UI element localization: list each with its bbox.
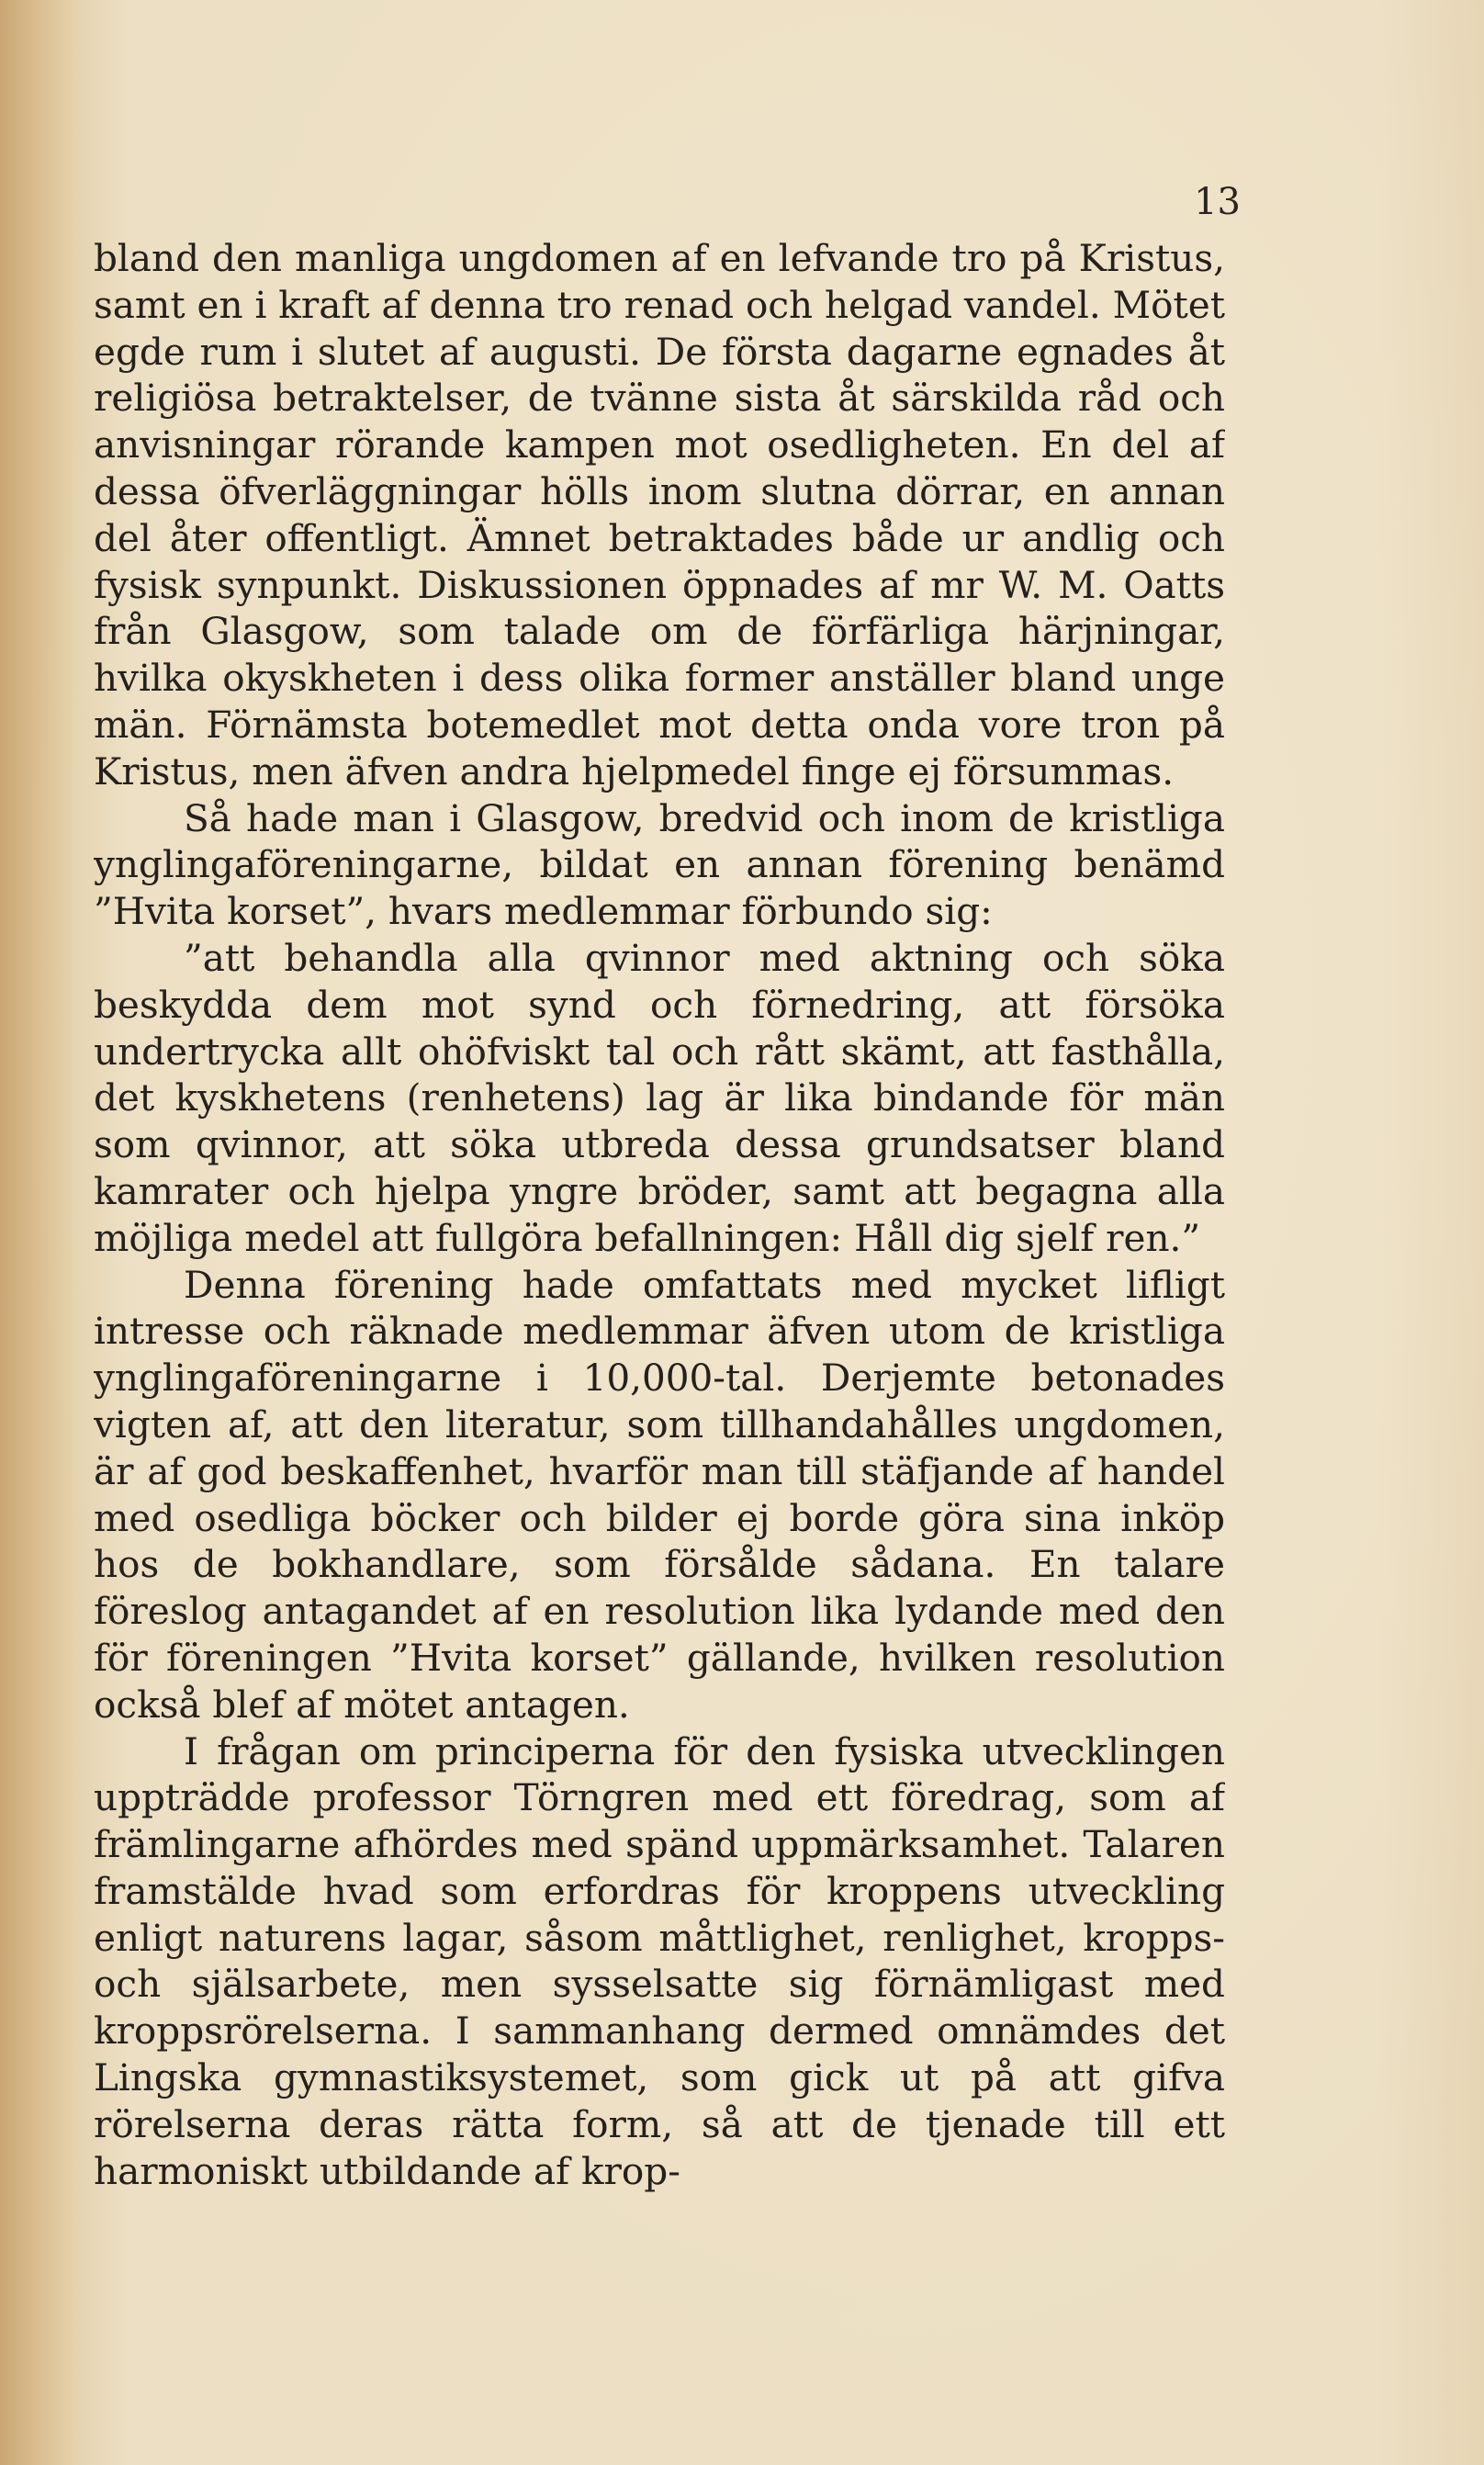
paragraph-fysiska-utvecklingen: I frågan om principerna för den fysiska utvecklingen uppträdde professor Törngren med ett föredrag, som af främlingarne afhördes med spänd uppmärksamhet. Talaren framstälde hvad som erfordras för kroppens utveckling enligt naturens lagar, såsom måttlighet, renlighet, kropps- och själsarbete, men sysselsatte sig förnämligast med kroppsrörelserna. I sammanhang dermed omnämdes det Lingska gymnastiksystemet, som gick ut på att gifva rörelserna deras rätta form, så att de tjenade till ett harmoniskt utbildande af krop- bbox=[94, 1728, 1225, 2193]
paragraph-hvita-korset-intro: Så hade man i Glasgow, bredvid och inom de kristliga ynglingaföreningarne, bildat en annan förening benämd ”Hvita korset”, hvars medlemmar förbundo sig: bbox=[94, 795, 1225, 934]
body-text bbox=[94, 235, 1225, 2393]
paragraph-pledge-quote: ”att behandla alla qvinnor med aktning och söka beskydda dem mot synd och förnedring, att försöka undertrycka allt ohöfviskt tal och rått skämt, att fasthålla, det kyskhetens (renhetens) lag är lika bindande för män som qvinnor, att söka utbreda dessa grundsatser bland kamrater och hjelpa yngre bröder, samt att begagna alla möjliga medel att fullgöra befallningen: Håll dig sjelf ren.” bbox=[94, 935, 1225, 1260]
page-number: 13 bbox=[1194, 181, 1241, 223]
paragraph-forening-interest: Denna förening hade omfattats med mycket lifligt intresse och räknade medlemmar äfven utom de kristliga ynglingaföreningarne i 10,000-tal. Derjemte betonades vigten af, att den literatur, som tillhandahålles ungdomen, är af god beskaffenhet, hvarför man till stäfjande af handel med osedliga böcker och bilder ej borde göra sina inköp hos de bokhandlare, som försålde sådana. En talare föreslog antagandet af en resolution lika lydande med den för föreningen ”Hvita korset” gällande, hvilken resolution också blef af mötet antagen. bbox=[94, 1262, 1225, 1727]
paragraph-continuation: bland den manliga ungdomen af en lefvande tro på Kristus, samt en i kraft af denna tro renad och helgad vandel. Mötet egde rum i slutet af augusti. De första dagarne egnades åt religiösa betraktelser, de tvänne sista åt särskilda råd och anvisningar rörande kampen mot osedligheten. En del af dessa öfverläggningar hölls inom slutna dörrar, en annan del åter offentligt. Ämnet betraktades både ur andlig och fysisk synpunkt. Diskussionen öppnades af mr W. M. Oatts från Glasgow, som talade om de förfärliga härjningar, hvilka okyskheten i dess olika former anställer bland unge män. Förnämsta botemedlet mot detta onda vore tron på Kristus, men äfven andra hjelpmedel finge ej försummas. bbox=[94, 236, 1225, 794]
